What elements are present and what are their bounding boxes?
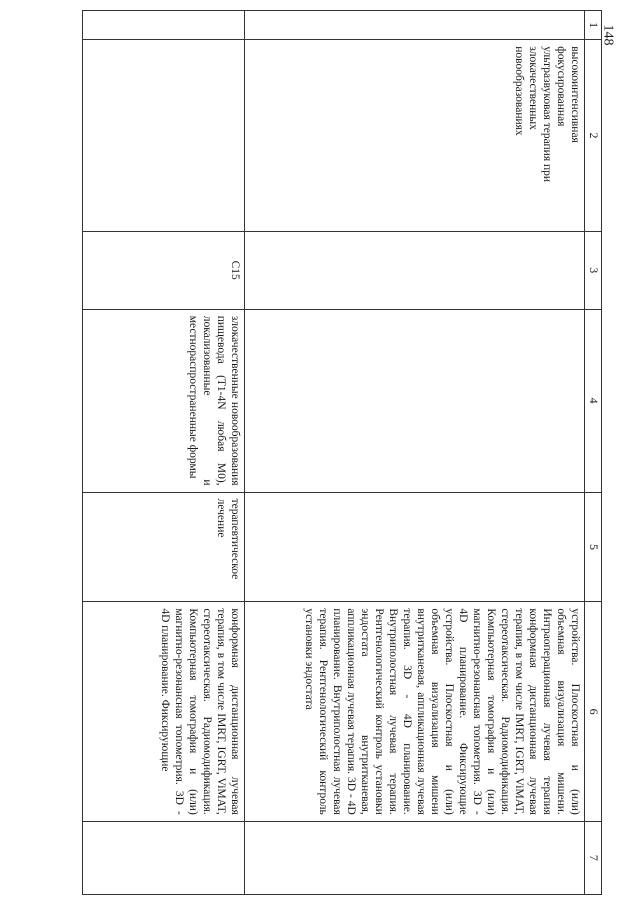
treatment-methods-text: конформная дистанционная лучевая терапия, в том числе IMRT, IGRT, ViMAT, стереотаксическая. Радиомодификация. Компьютерная томография и (или) магнитно-резонансная топометрия. 3D - 4D планирование. Фиксирующие <box>159 608 241 815</box>
treatment-type: терапевтическое лечение <box>215 498 241 580</box>
header-col-4: 4 <box>585 309 602 492</box>
header-col-2: 2 <box>585 40 602 231</box>
icd-code: C15 <box>83 231 245 309</box>
header-col-1: 1 <box>585 11 602 40</box>
page-number: 148 <box>600 24 616 46</box>
header-col-5: 5 <box>585 492 602 602</box>
header-col-6: 6 <box>585 602 602 821</box>
table-row <box>245 11 585 895</box>
header-col-3: 3 <box>585 231 602 309</box>
treatment-methods-text: устройства. Плоскостная и (или) объемная визуализация мишени. Интраоперационная лучевая терапия конформная дистанционная лучевая терапия, в том числе IMRT, IGRT, ViMAT, стереотаксическая. Радиомодификация. Компьютерная томография и (или) магнитно-резонансная топометрия. 3D - 4D планирование. Фиксирующие устройства. Плоскостная и (или) объемная визуализация мишени внутритканевая, аппликационная лучевая терапия. 3D - 4D планирование. Внутриполостная лучевая терапия. Рентгенологический контроль установки эндостата внутритканевая, аппликационная лучевая терапия. 3D - 4D планирование. Внутриполостная лучевая терапия. Рентгенологический контроль установки эндостата <box>303 608 581 815</box>
method-name: высокоинтенсивная фокусированная ультразвуковая терапия при злокачественных новообразованиях <box>513 46 581 183</box>
medical-table <box>82 10 602 895</box>
table-header-row <box>585 11 602 895</box>
diagnosis-text: злокачественные новообразования пищевода (T1-4N любая M0), локализованные и местнораспространенные формы <box>187 315 241 486</box>
rotated-page <box>82 10 602 895</box>
table-row <box>83 11 245 895</box>
header-col-7: 7 <box>585 821 602 894</box>
